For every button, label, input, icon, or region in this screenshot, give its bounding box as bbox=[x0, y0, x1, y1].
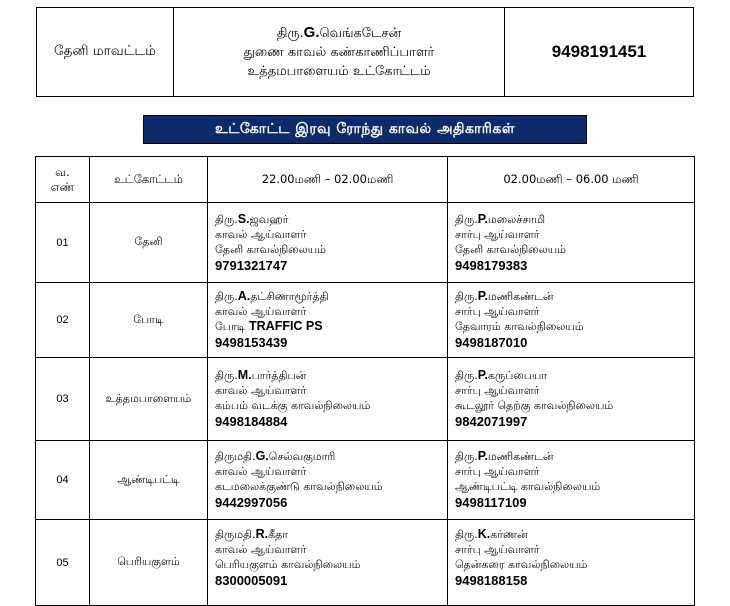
officer-station: தேவாரம் காவல்நிலையம் bbox=[455, 320, 584, 333]
row-sno: 01 bbox=[36, 203, 90, 283]
dsp-subdivision: உத்தமபாளையம் உட்கோட்டம் bbox=[247, 64, 431, 79]
officer-prefix: திருமதி. bbox=[215, 528, 256, 541]
header-row bbox=[37, 8, 694, 97]
district-name: தேனி மாவட்டம் bbox=[37, 8, 174, 97]
col-header-shift2: 02.00மணி – 06.00 மணி bbox=[448, 157, 695, 203]
officer-designation: சார்பு ஆய்வாளர் bbox=[455, 465, 540, 478]
shift2-officer bbox=[448, 203, 695, 283]
col-header-sno bbox=[36, 157, 90, 203]
officer-initial: S. bbox=[237, 211, 250, 226]
col-header-sno-line2: எண் bbox=[50, 179, 75, 194]
officer-name: மணிகண்டன் bbox=[487, 290, 554, 303]
officer-prefix: திரு. bbox=[455, 369, 478, 382]
shift1-officer bbox=[208, 441, 448, 520]
officer-station: தென்கரை காவல்நிலையம் bbox=[455, 558, 588, 571]
officer-designation: காவல் ஆய்வாளர் bbox=[215, 384, 307, 397]
section-banner: உட்கோட்ட இரவு ரோந்து காவல் அதிகாரிகள் bbox=[143, 115, 587, 144]
officer-prefix: திரு. bbox=[215, 290, 238, 303]
officer-initial: G. bbox=[255, 449, 269, 463]
officer-phone: 9498188158 bbox=[455, 573, 528, 588]
officer-name-line bbox=[455, 368, 694, 383]
officer-station: கூடலூர் தெற்கு காவல்நிலையம் bbox=[455, 399, 614, 412]
officer-designation: சார்பு ஆய்வாளர் bbox=[455, 543, 540, 556]
officer-phone: 9498153439 bbox=[215, 335, 288, 350]
officer-prefix: திரு. bbox=[215, 212, 238, 226]
officer-station-line bbox=[455, 557, 694, 572]
officer-name-line bbox=[215, 289, 447, 304]
shift1-officer bbox=[208, 520, 448, 606]
officer-station: கம்பம் வடக்கு காவல்நிலையம் bbox=[215, 399, 371, 412]
officer-station-line bbox=[455, 242, 694, 257]
officer-initial: K. bbox=[477, 527, 491, 541]
officer-initial: P. bbox=[477, 449, 488, 463]
row-sno: 03 bbox=[36, 358, 90, 441]
officer-name-line bbox=[455, 527, 694, 542]
officer-phone: 9442997056 bbox=[215, 495, 288, 510]
officer-station-line bbox=[455, 479, 694, 494]
table-row bbox=[36, 283, 695, 358]
row-subdivision: உத்தமபாளையம் bbox=[90, 358, 208, 441]
officer-station-en: TRAFFIC PS bbox=[249, 319, 323, 333]
row-subdivision: பெரியகுளம் bbox=[90, 520, 208, 606]
table-row bbox=[36, 358, 695, 441]
officer-station-line bbox=[215, 319, 447, 334]
row-sno: 05 bbox=[36, 520, 90, 606]
officer-name-line bbox=[215, 212, 447, 227]
shift1-officer bbox=[208, 358, 448, 441]
header-table bbox=[36, 7, 694, 97]
officer-name: கீதா bbox=[268, 528, 289, 541]
officer-designation: சார்பு ஆய்வாளர் bbox=[455, 305, 540, 318]
night-patrol-table bbox=[35, 156, 695, 606]
officer-phone: 9498179383 bbox=[455, 257, 528, 273]
officer-designation: காவல் ஆய்வாளர் bbox=[215, 465, 307, 478]
officer-prefix: திரு. bbox=[455, 450, 478, 463]
officer-phone: 9498117109 bbox=[455, 495, 527, 510]
col-header-subdivision: உட்கோட்டம் bbox=[90, 157, 208, 203]
officer-name-line bbox=[215, 449, 447, 464]
officer-designation: காவல் ஆய்வாளர் bbox=[215, 305, 307, 318]
officer-station-line bbox=[215, 557, 447, 572]
shift2-officer bbox=[448, 358, 695, 441]
officer-station-line bbox=[455, 398, 694, 413]
officer-initial: P. bbox=[477, 289, 488, 303]
officer-initial: A. bbox=[237, 289, 251, 303]
row-sno: 04 bbox=[36, 441, 90, 520]
officer-station-line bbox=[215, 242, 447, 257]
shift2-officer bbox=[448, 441, 695, 520]
dsp-phone: 9498191451 bbox=[505, 8, 694, 97]
officer-name: ஜவஹர் bbox=[249, 212, 289, 226]
shift2-officer bbox=[448, 283, 695, 358]
row-sno: 02 bbox=[36, 283, 90, 358]
officer-station: தேனி காவல்நிலையம் bbox=[215, 242, 327, 256]
officer-name: தட்சிணாமூர்த்தி bbox=[250, 290, 329, 303]
officer-name: மணிகண்டன் bbox=[487, 450, 554, 463]
officer-station: ஆண்டிபட்டி காவல்நிலையம் bbox=[455, 480, 601, 493]
officer-name-line bbox=[455, 212, 694, 227]
dsp-name-line bbox=[174, 23, 504, 43]
officer-prefix: திரு. bbox=[455, 212, 478, 226]
officer-station-line bbox=[215, 398, 447, 413]
officer-prefix: திரு. bbox=[455, 528, 478, 541]
row-subdivision: தேனி bbox=[90, 203, 208, 283]
officer-phone: 9498187010 bbox=[455, 335, 528, 350]
officer-initial: P. bbox=[477, 211, 488, 226]
officer-designation: காவல் ஆய்வாளர் bbox=[215, 543, 307, 556]
shift1-officer bbox=[208, 203, 448, 283]
officer-prefix: திரு. bbox=[215, 369, 238, 382]
row-subdivision: ஆண்டிபட்டி bbox=[90, 441, 208, 520]
dsp-officer-cell bbox=[174, 8, 505, 97]
officer-phone: 8300005091 bbox=[215, 573, 288, 588]
officer-designation: சார்பு ஆய்வாளர் bbox=[455, 384, 540, 397]
table-row bbox=[36, 520, 695, 606]
shift1-officer bbox=[208, 283, 448, 358]
dsp-name: வெங்கடேசன் bbox=[319, 26, 402, 41]
table-header-row bbox=[36, 157, 695, 203]
dsp-prefix: திரு. bbox=[276, 26, 304, 41]
col-header-sno-line1: வ. bbox=[55, 164, 70, 179]
officer-designation: காவல் ஆய்வாளர் bbox=[215, 227, 307, 241]
table-row bbox=[36, 441, 695, 520]
officer-name: கருப்பையா bbox=[487, 369, 548, 382]
officer-station: கடமலைக்குண்டு காவல்நிலையம் bbox=[215, 480, 383, 493]
officer-station-line bbox=[215, 479, 447, 494]
table-row bbox=[36, 203, 695, 283]
row-subdivision: போடி bbox=[90, 283, 208, 358]
officer-initial: P. bbox=[477, 368, 488, 382]
officer-prefix: திரு. bbox=[455, 290, 478, 303]
dsp-initial: G. bbox=[303, 24, 320, 41]
officer-initial: M. bbox=[237, 368, 252, 382]
col-header-shift1: 22.00மணி – 02.00மணி bbox=[208, 157, 448, 203]
officer-station: பெரியகுளம் காவல்நிலையம் bbox=[215, 558, 361, 571]
officer-station-line bbox=[455, 319, 694, 334]
officer-prefix: திருமதி. bbox=[215, 450, 256, 463]
officer-phone: 9498184884 bbox=[215, 414, 288, 429]
officer-phone: 9842071997 bbox=[455, 414, 528, 429]
officer-name: பார்த்திபன் bbox=[251, 369, 307, 382]
shift2-officer bbox=[448, 520, 695, 606]
officer-name-line bbox=[455, 289, 694, 304]
officer-initial: R. bbox=[255, 527, 269, 541]
officer-name-line bbox=[215, 368, 447, 383]
officer-name: மலைச்சாமி bbox=[487, 212, 546, 226]
dsp-designation: துணை காவல் கண்காணிப்பாளர் bbox=[243, 45, 435, 60]
officer-station: போடி bbox=[215, 320, 246, 333]
officer-name-line bbox=[455, 449, 694, 464]
officer-designation: சார்பு ஆய்வாளர் bbox=[455, 227, 540, 241]
officer-phone: 9791321747 bbox=[215, 257, 288, 273]
officer-name: கர்ணன் bbox=[490, 528, 528, 541]
officer-name-line bbox=[215, 527, 447, 542]
officer-station: தேனி காவல்நிலையம் bbox=[455, 242, 567, 256]
officer-name: செல்வகுமாரி bbox=[268, 450, 336, 463]
